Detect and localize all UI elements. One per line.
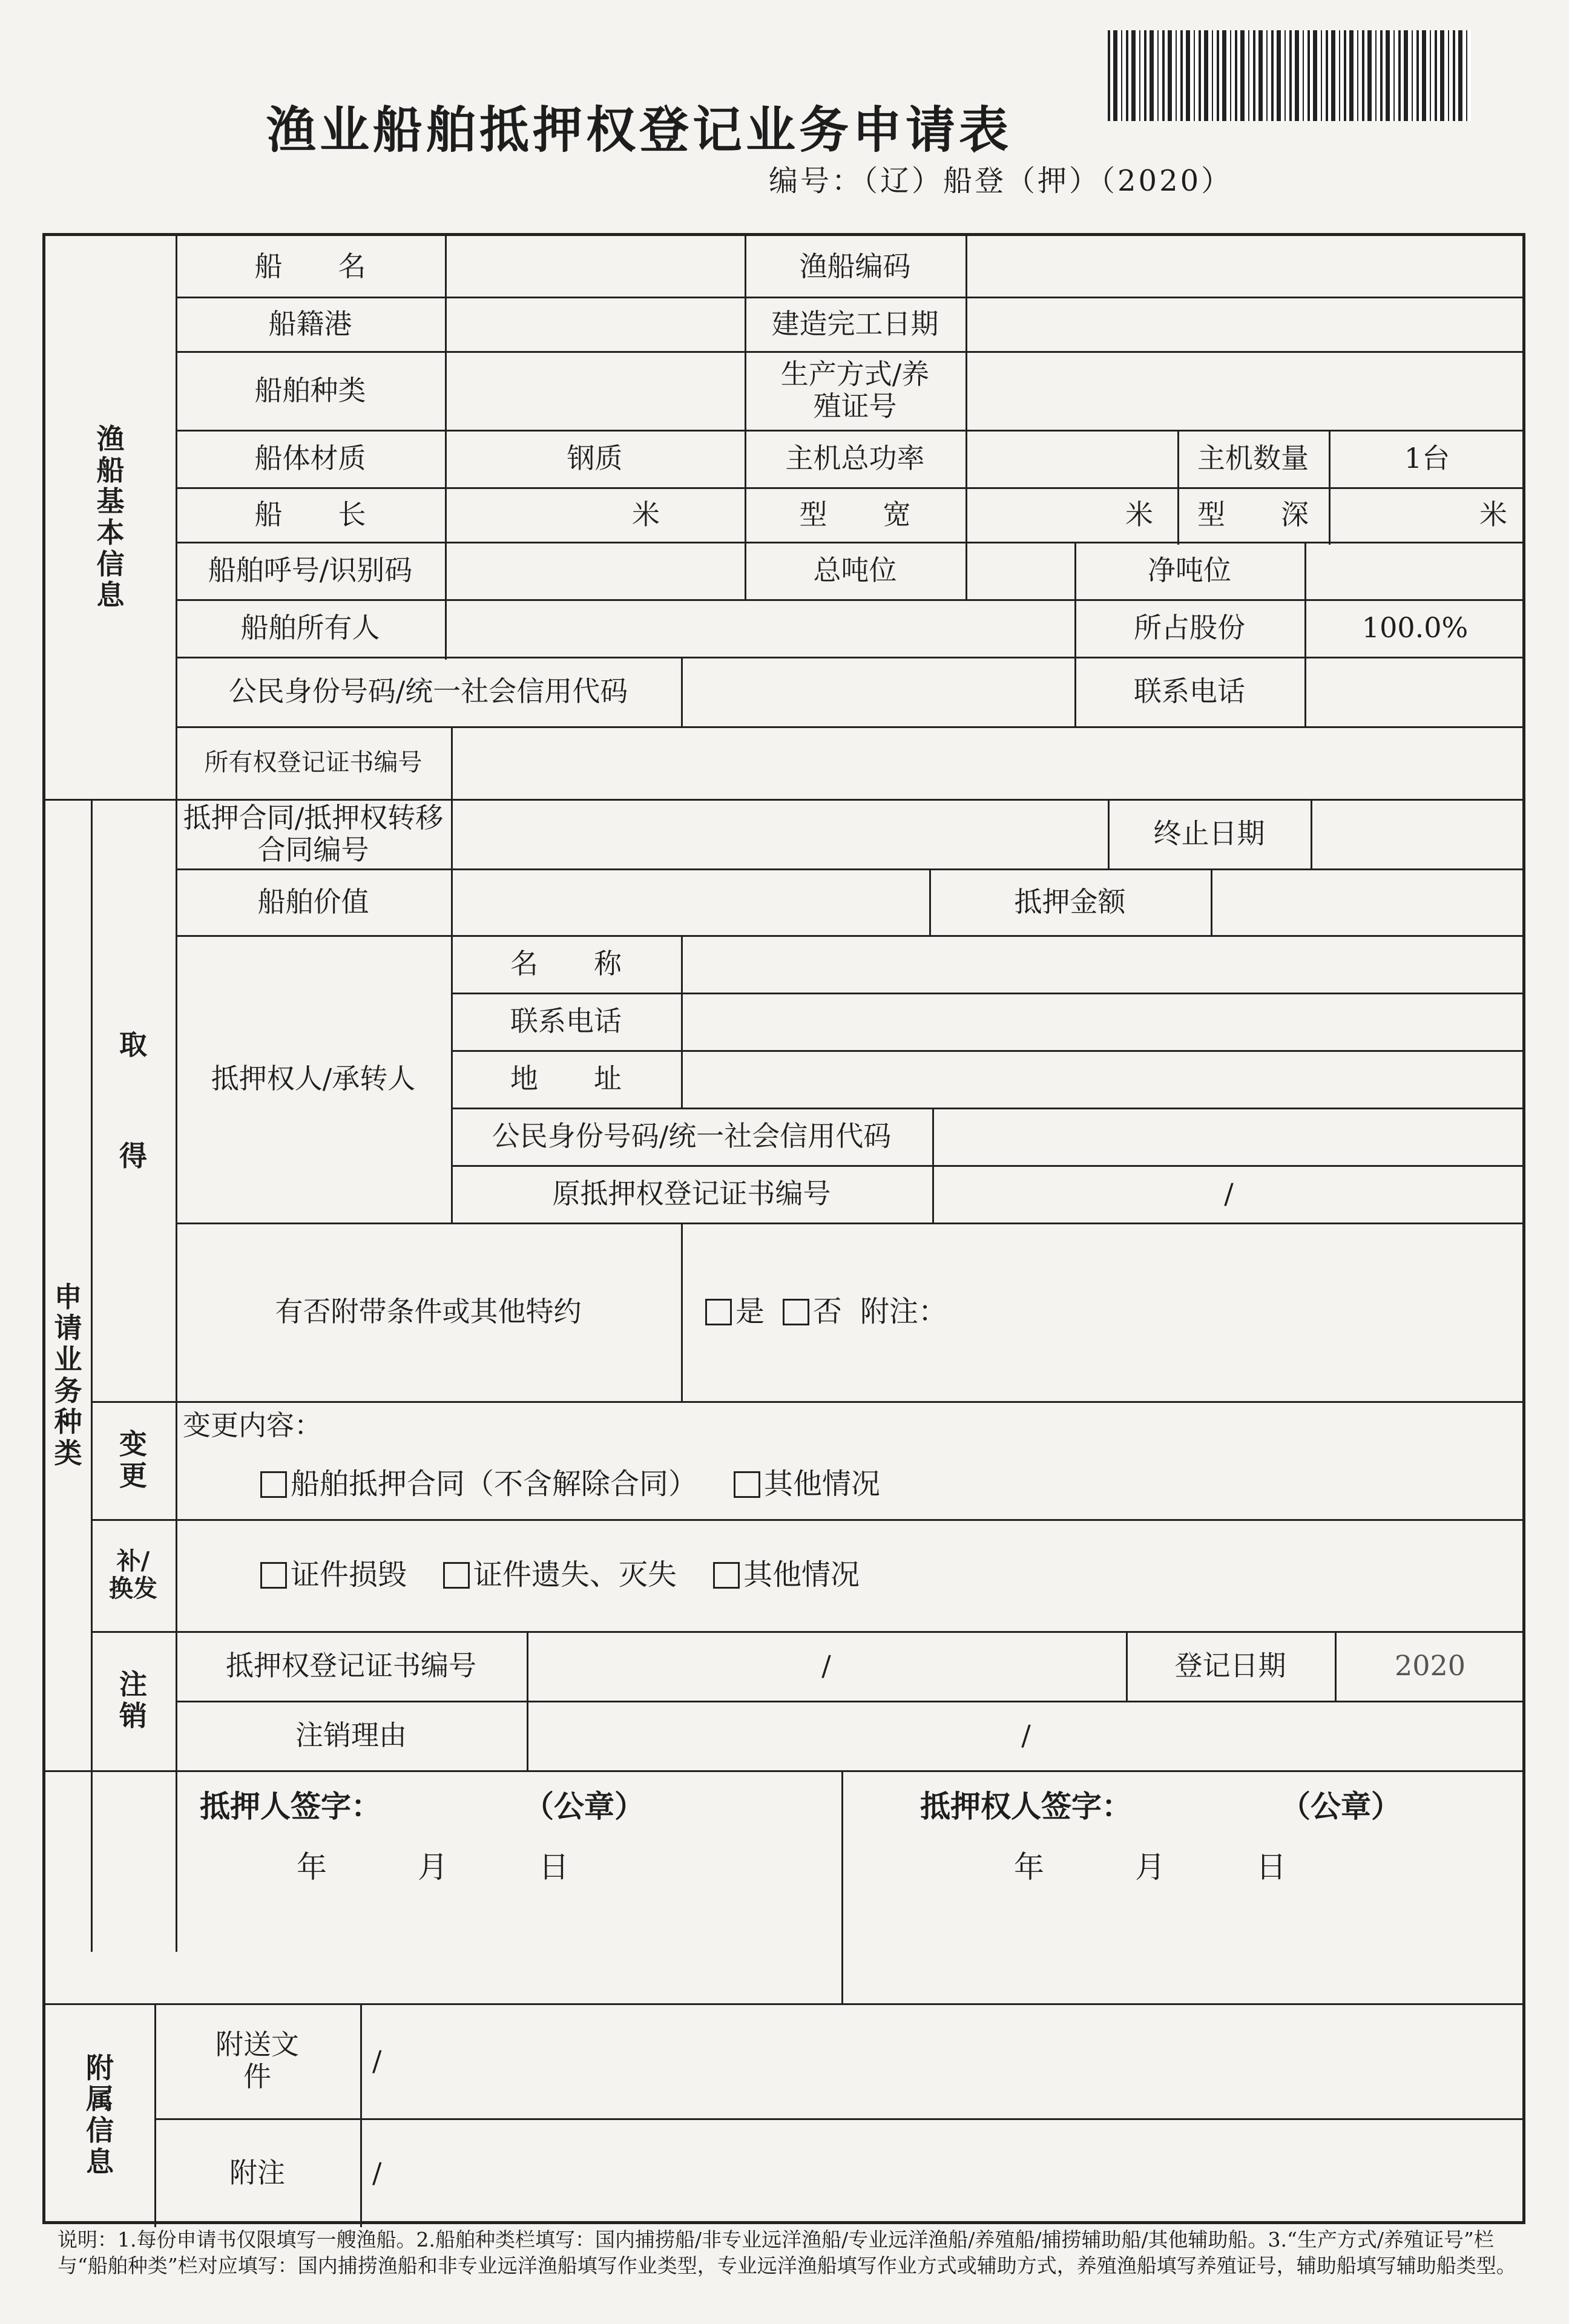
form-title: 渔业船舶抵押权登记业务申请表 <box>266 101 1013 159</box>
label-engine-count: 主机数量 <box>1197 442 1309 475</box>
label-registration-date: 登记日期 <box>1174 1649 1286 1682</box>
footnote: 说明：1.每份申请书仅限填写一艘渔船。2.船舶种类栏填写：国内捕捞船/非专业远洋渔船/专业远洋渔船/养殖船/捕捞辅助船/其他辅助船。3.“生产方式/养殖证号”栏与“船舶种类”栏对应填写：国内捕捞渔船和非专业远洋渔船填写作业类型，专业远洋渔船填写作业方式或辅助方式，养殖渔船填写养殖证号，辅助船填写辅助船类型。 <box>58 2228 1516 2277</box>
form-frame <box>42 233 1525 2224</box>
label-change-other: 其他情况 <box>764 1466 881 1501</box>
checkbox-change-other[interactable] <box>734 1471 760 1498</box>
label-conditions-remark: 附注： <box>860 1294 948 1328</box>
label-mortgagor-seal: （公章） <box>524 1788 645 1824</box>
label-mortgagee-name: 名 称 <box>510 947 622 980</box>
label-hull-material: 船体材质 <box>254 442 366 475</box>
value-attached-files: / <box>372 2044 382 2077</box>
barcode <box>1108 30 1471 121</box>
value-length-unit: 米 <box>632 497 660 531</box>
value-registration-date: 2020 <box>1394 1649 1466 1682</box>
value-original-cert-no: / <box>1224 1177 1234 1210</box>
label-owner-id-code: 公民身份号码/统一社会信用代码 <box>228 675 628 708</box>
label-change-contract: 船舶抵押合同（不含解除合同） <box>291 1466 698 1501</box>
label-gross-tonnage: 总吨位 <box>813 554 897 587</box>
conditions-options <box>681 1223 1525 1401</box>
label-original-cert-no: 原抵押权登记证书编号 <box>552 1177 831 1210</box>
label-mortgage-contract-no: 抵押合同/抵押权转移合同编号 <box>183 801 444 866</box>
value-engine-count: 1台 <box>1404 442 1450 475</box>
label-cert-lost: 证件遗失、灭失 <box>473 1557 677 1592</box>
value-attachment-note: / <box>372 2156 382 2189</box>
section-attachments: 附属信息 <box>86 2051 114 2178</box>
label-share: 所占股份 <box>1134 611 1245 645</box>
label-ship-owner: 船舶所有人 <box>240 611 380 645</box>
value-hull-material: 钢质 <box>567 442 623 475</box>
label-change-content: 变更内容： <box>183 1408 322 1442</box>
label-engine-power: 主机总功率 <box>785 442 925 475</box>
label-depth: 型 深 <box>1197 497 1309 531</box>
label-ship-name: 船 名 <box>254 249 366 283</box>
label-cancel-reason: 注销理由 <box>295 1719 407 1752</box>
label-width: 型 宽 <box>799 497 911 531</box>
label-net-tonnage: 净吨位 <box>1148 554 1231 587</box>
label-mortgagee: 抵押权人/承转人 <box>211 1062 416 1095</box>
label-owner-phone: 联系电话 <box>1134 675 1245 708</box>
value-cancel-reason: / <box>1021 1719 1031 1752</box>
change-options <box>176 1449 1525 1519</box>
label-mortgagor-sign: 抵押人签字： <box>200 1788 381 1824</box>
label-ship-type: 船舶种类 <box>254 373 366 407</box>
label-mortgagee-date: 年 月 日 <box>1014 1850 1286 1885</box>
label-ownership-cert-no: 所有权登记证书编号 <box>204 749 423 776</box>
checkbox-yes[interactable] <box>705 1299 732 1325</box>
label-no: 否 <box>813 1294 843 1328</box>
value-cancel-cert-no: / <box>821 1649 831 1682</box>
checkbox-change-contract[interactable] <box>260 1471 287 1498</box>
value-share: 100.0% <box>1361 611 1469 645</box>
checkbox-reissue-other[interactable] <box>713 1562 740 1589</box>
reissue-options <box>176 1519 1525 1631</box>
label-conditions: 有否附带条件或其他特约 <box>275 1295 582 1328</box>
form-number: 编号：（辽）船登（押）（2020） <box>769 164 1233 198</box>
label-mortgage-amount: 抵押金额 <box>1014 885 1126 918</box>
label-mortgagee-seal: （公章） <box>1280 1788 1401 1824</box>
label-attached-files: 附送文件 <box>215 2028 299 2093</box>
value-depth-unit: 米 <box>1479 497 1507 531</box>
label-production-mode: 生产方式/养殖证号 <box>780 358 930 422</box>
label-yes: 是 <box>735 1294 765 1328</box>
label-mortgagee-id-code: 公民身份号码/统一社会信用代码 <box>492 1120 892 1153</box>
label-cert-damaged: 证件损毁 <box>291 1557 407 1592</box>
label-attachment-note: 附注 <box>229 2156 285 2189</box>
section-basic-info: 渔船基本信息 <box>96 422 125 612</box>
section-change: 变更 <box>119 1427 147 1492</box>
label-cancel-cert-no: 抵押权登记证书编号 <box>226 1649 476 1682</box>
checkbox-no[interactable] <box>783 1299 809 1325</box>
label-mortgagee-address: 地 址 <box>510 1062 622 1095</box>
label-end-date: 终止日期 <box>1153 817 1265 850</box>
section-application-type: 申请业务种类 <box>54 1280 82 1469</box>
section-acquire: 取得 <box>119 1028 147 1172</box>
label-build-date: 建造完工日期 <box>771 307 939 340</box>
section-reissue: 补/换发 <box>109 1546 157 1603</box>
checkbox-cert-lost[interactable] <box>443 1562 470 1589</box>
section-cancel: 注销 <box>119 1668 147 1732</box>
label-mortgagee-phone: 联系电话 <box>510 1005 622 1038</box>
label-ship-code: 渔船编码 <box>799 249 911 283</box>
label-mortgagee-sign: 抵押权人签字： <box>920 1788 1132 1824</box>
label-call-sign: 船舶呼号/识别码 <box>208 554 413 587</box>
label-mortgagor-date: 年 月 日 <box>297 1850 569 1885</box>
label-ship-value: 船舶价值 <box>257 885 369 918</box>
label-ship-length: 船 长 <box>254 497 366 531</box>
value-width-unit: 米 <box>1125 497 1153 531</box>
checkbox-cert-damaged[interactable] <box>260 1562 287 1589</box>
label-reissue-other: 其他情况 <box>743 1557 860 1592</box>
label-port: 船籍港 <box>268 307 352 340</box>
